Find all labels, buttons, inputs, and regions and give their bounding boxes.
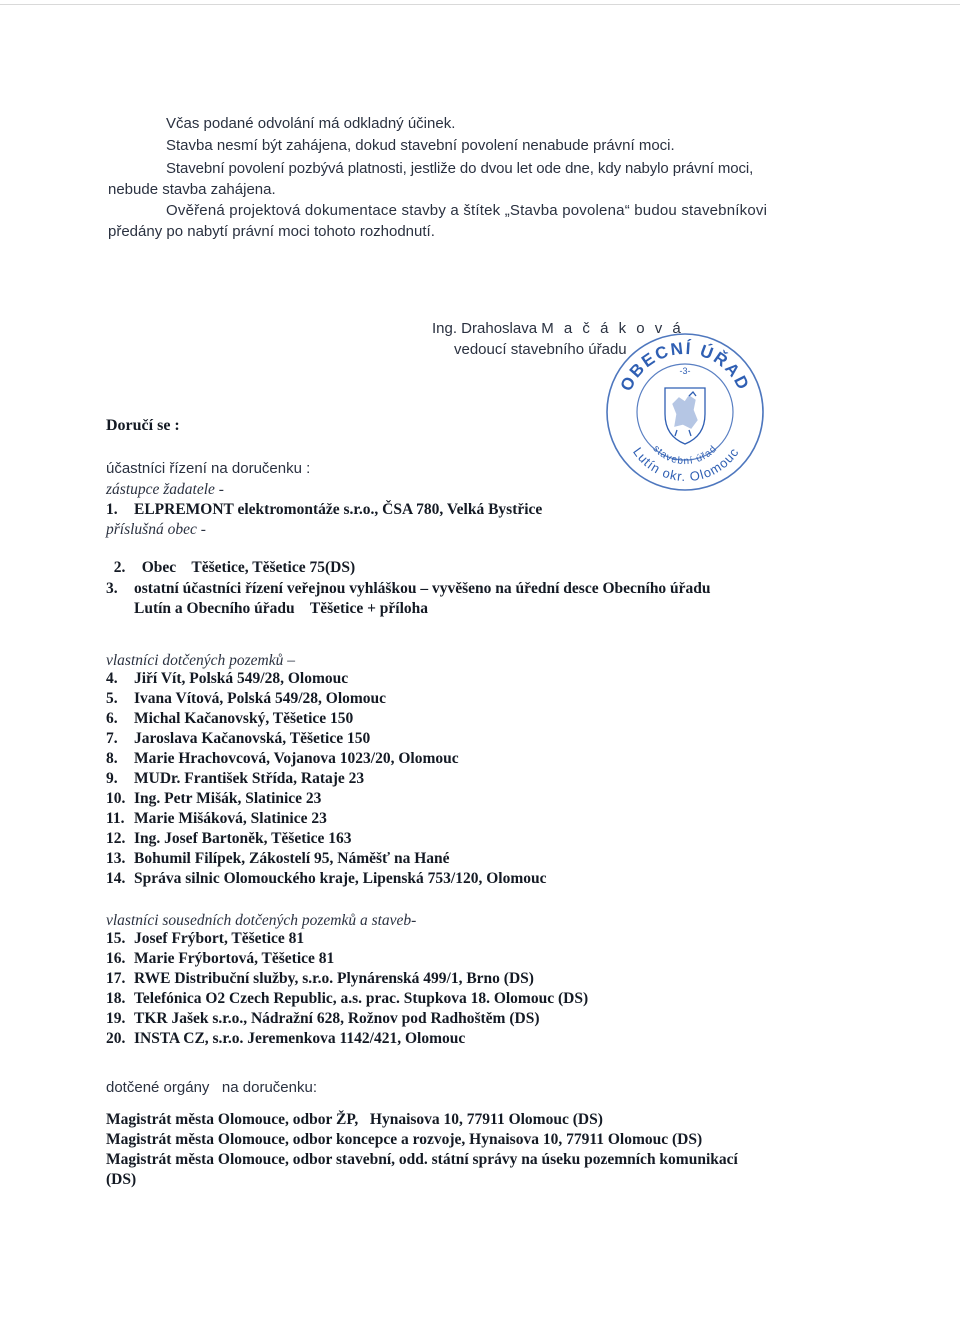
list-item: 17. RWE Distribuční služby, s.r.o. Plynárenská 499/1, Brno (DS)	[106, 970, 534, 987]
delivery-heading: Doručí se :	[106, 417, 180, 434]
paragraph-documentation	[108, 200, 828, 242]
paragraph-documentation-line2: předány po nabytí právní moci tohoto rozhodnutí.	[108, 223, 435, 240]
signature-role: vedoucí stavebního úřadu	[454, 341, 627, 358]
list-item: 8. Marie Hrachovcová, Vojanova 1023/20, Olomouc	[106, 750, 459, 767]
list-item: 19. TKR Jašek s.r.o., Nádražní 628, Rožnov pod Radhoštěm (DS)	[106, 1010, 540, 1027]
list-item: 20. INSTA CZ, s.r.o. Jeremenkova 1142/421, Olomouc	[106, 1030, 466, 1047]
list-item: 13. Bohumil Filípek, Zákostelí 95, Náměšť na Hané	[106, 850, 450, 867]
paragraph-documentation-line1: Ověřená projektová dokumentace stavby a štítek „Stavba povolena“ budou stavebníkovi	[166, 202, 768, 219]
recipient-3	[106, 580, 711, 598]
paragraph-construction-start: Stavba nesmí být zahájena, dokud stavební povolení nenabude právní moci.	[166, 137, 675, 154]
list-item: 7. Jaroslava Kačanovská, Těšetice 150	[106, 730, 371, 747]
recipient-2	[106, 541, 355, 577]
list-item: 16. Marie Frýbortová, Těšetice 81	[106, 950, 335, 967]
recipient-3-line2: Lutín a Obecního úřadu Těšetice + příloha	[134, 600, 429, 617]
recipient-text: Obec Těšetice, Těšetice 75(DS)	[141, 559, 356, 576]
neighbors-label: vlastníci sousedních dotčených pozemků a staveb-	[106, 912, 417, 929]
owners-label: vlastníci dotčených pozemků –	[106, 652, 295, 669]
list-item: 9. MUDr. František Střída, Rataje 23	[106, 770, 365, 787]
paragraph-appeal-effect: Včas podané odvolání má odkladný účinek.	[166, 115, 456, 132]
official-stamp	[603, 330, 768, 495]
stamp-text-inner: stavební úřad	[650, 443, 720, 468]
paragraph-permit-validity	[108, 158, 828, 200]
recipient-number: 3.	[106, 580, 118, 597]
list-item: 18. Telefónica O2 Czech Republic, a.s. prac. Stupkova 18. Olomouc (DS)	[106, 990, 589, 1007]
recipient-1	[106, 501, 542, 519]
list-item: 11. Marie Mišáková, Slatinice 23	[106, 810, 327, 827]
scan-edge-line	[0, 4, 960, 5]
list-item: 4. Jiří Vít, Polská 549/28, Olomouc	[106, 670, 349, 687]
authority-3: Magistrát města Olomouce, odbor stavební, odd. státní správy na úseku pozemních komunikací	[106, 1151, 738, 1168]
municipality-label: příslušná obec -	[106, 521, 206, 538]
list-item: 15. Josef Frýbort, Těšetice 81	[106, 930, 305, 947]
authority-2: Magistrát města Olomouce, odbor koncepce a rozvoje, Hynaisova 10, 77911 Olomouc (DS)	[106, 1131, 703, 1148]
stamp-text-top: OBECNÍ ÚŘAD	[616, 338, 754, 395]
coat-of-arms-icon	[665, 388, 705, 444]
signature-surname: M a č á k o v á	[541, 320, 684, 337]
list-item: 12. Ing. Josef Bartoněk, Těšetice 163	[106, 830, 352, 847]
recipient-number: 1.	[106, 501, 118, 518]
applicant-label: zástupce žadatele -	[106, 481, 224, 498]
signature-title: Ing. Drahoslava	[432, 320, 538, 337]
authorities-label: dotčené orgány na doručenku:	[106, 1079, 317, 1096]
paragraph-permit-validity-line1: Stavební povolení pozbývá platnosti, jestliže do dvou let ode dne, kdy nabylo právní moci,	[166, 160, 754, 177]
recipient-number: 2.	[113, 559, 126, 576]
participants-label: účastníci řízení na doručenku :	[106, 460, 311, 477]
owners-list	[106, 669, 547, 889]
paragraph-permit-validity-line2: nebude stavba zahájena.	[108, 181, 276, 198]
list-item: 10. Ing. Petr Mišák, Slatinice 23	[106, 790, 322, 807]
recipient-text: ELPREMONT elektromontáže s.r.o., ČSA 780, Velká Bystřice	[134, 501, 543, 518]
list-item: 5. Ivana Vítová, Polská 549/28, Olomouc	[106, 690, 387, 707]
stamp-number: -3-	[679, 366, 691, 376]
list-item: 14. Správa silnic Olomouckého kraje, Lipenská 753/120, Olomouc	[106, 870, 547, 887]
stamp-text-bottom: Lutín okr. Olomouc	[630, 444, 742, 485]
authority-3-line2: (DS)	[106, 1171, 137, 1188]
list-item: 6. Michal Kačanovský, Těšetice 150	[106, 710, 354, 727]
authority-1: Magistrát města Olomouce, odbor ŽP, Hynaisova 10, 77911 Olomouc (DS)	[106, 1111, 603, 1128]
neighbors-list	[106, 929, 588, 1049]
recipient-text: ostatní účastníci řízení veřejnou vyhláškou – vyvěšeno na úřední desce Obecního úřadu	[134, 580, 711, 597]
